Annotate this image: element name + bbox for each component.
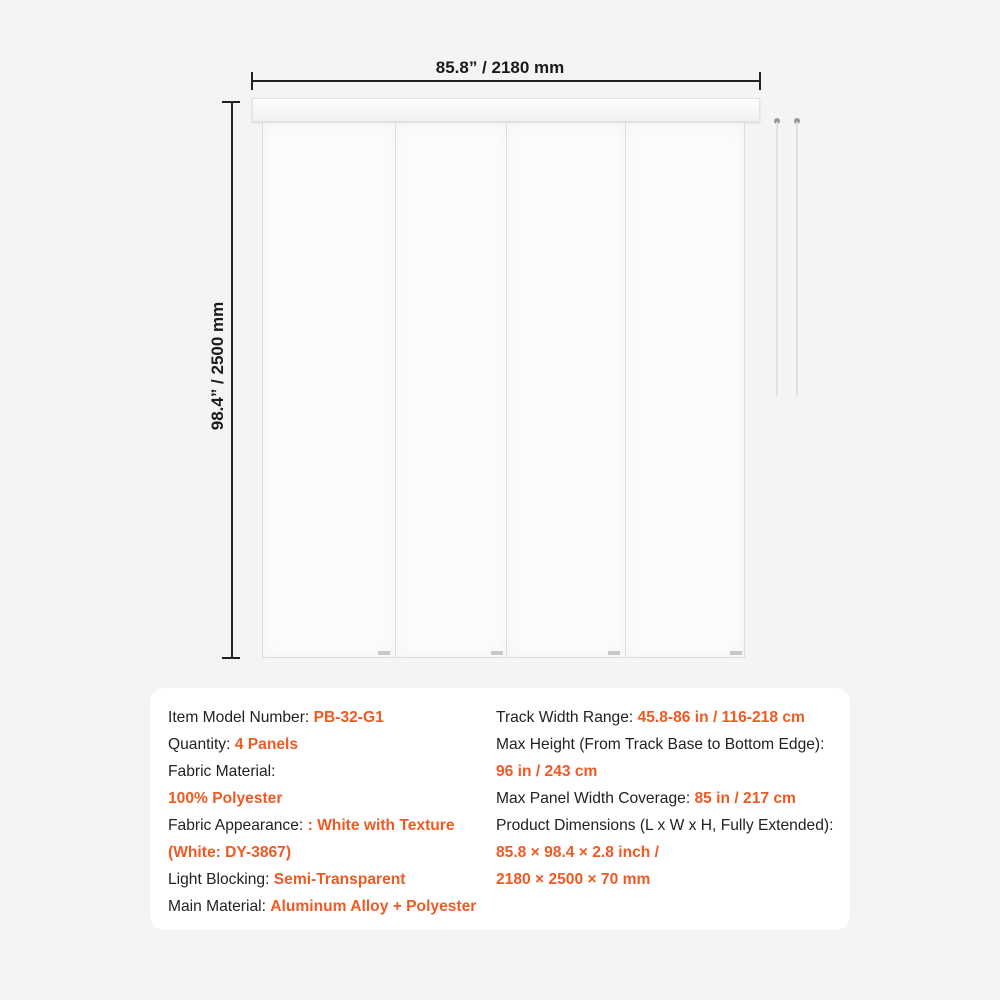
panel-bottom-clip bbox=[608, 651, 620, 655]
spec-product-dimensions-inch: 85.8 × 98.4 × 2.8 inch / bbox=[496, 844, 659, 861]
spec-label: Max Panel Width Coverage: bbox=[496, 790, 695, 807]
spec-product-dimensions-mm: 2180 × 2500 × 70 mm bbox=[496, 871, 651, 888]
spec-max-height-value: 96 in / 243 cm bbox=[496, 763, 598, 780]
spec-main-material bbox=[168, 893, 498, 920]
width-dimension-cap-right bbox=[759, 72, 761, 90]
panel-bottom-clip bbox=[730, 651, 742, 655]
spec-track-width bbox=[496, 704, 846, 731]
spec-fabric-material-label: Fabric Material: bbox=[168, 763, 276, 780]
spec-value: 45.8-86 in / 116-218 cm bbox=[637, 709, 805, 726]
spec-label: Light Blocking: bbox=[168, 871, 274, 888]
spec-label: Track Width Range: bbox=[496, 709, 638, 726]
spec-label: Quantity: bbox=[168, 736, 235, 753]
spec-value: 4 Panels bbox=[234, 736, 299, 753]
panel-bottom-clip bbox=[378, 651, 390, 655]
height-dimension-cap-bottom bbox=[222, 657, 240, 659]
spec-label: Main Material: bbox=[168, 898, 271, 915]
spec-value: PB-32-G1 bbox=[313, 709, 384, 726]
blind-panel-2 bbox=[395, 122, 507, 658]
height-dimension-label: 98.4” / 2500 mm bbox=[208, 301, 227, 431]
width-dimension-line bbox=[252, 80, 760, 82]
spec-value: Aluminum Alloy + Polyester bbox=[270, 898, 477, 915]
spec-fabric-material-value: 100% Polyester bbox=[168, 790, 283, 807]
spec-column-right bbox=[496, 704, 846, 893]
control-wand-right bbox=[796, 122, 798, 396]
spec-model bbox=[168, 704, 498, 731]
spec-light-blocking bbox=[168, 866, 498, 893]
spec-fabric-appearance bbox=[168, 812, 498, 839]
spec-product-dimensions-label: Product Dimensions (L x W x H, Fully Extended): bbox=[496, 817, 834, 834]
control-wand-left bbox=[776, 122, 778, 396]
spec-max-height-label: Max Height (From Track Base to Bottom Edge): bbox=[496, 736, 825, 753]
spec-card bbox=[150, 688, 850, 930]
panel-bottom-clip bbox=[491, 651, 503, 655]
blind-panel-3 bbox=[506, 122, 626, 658]
blind-panel-1 bbox=[262, 122, 396, 658]
spec-column-left bbox=[168, 704, 498, 920]
spec-value: 85 in / 217 cm bbox=[694, 790, 796, 807]
spec-fabric-appearance-code: (White: DY-3867) bbox=[168, 844, 292, 861]
spec-value: : White with Texture bbox=[307, 817, 455, 834]
spec-label: Item Model Number: bbox=[168, 709, 314, 726]
spec-max-panel-width bbox=[496, 785, 846, 812]
spec-value: Semi-Transparent bbox=[273, 871, 406, 888]
spec-quantity bbox=[168, 731, 498, 758]
spec-label: Fabric Appearance: bbox=[168, 817, 308, 834]
blind-headrail bbox=[252, 98, 760, 122]
blind-panel-4 bbox=[625, 122, 745, 658]
width-dimension-label: 85.8” / 2180 mm bbox=[435, 58, 565, 77]
